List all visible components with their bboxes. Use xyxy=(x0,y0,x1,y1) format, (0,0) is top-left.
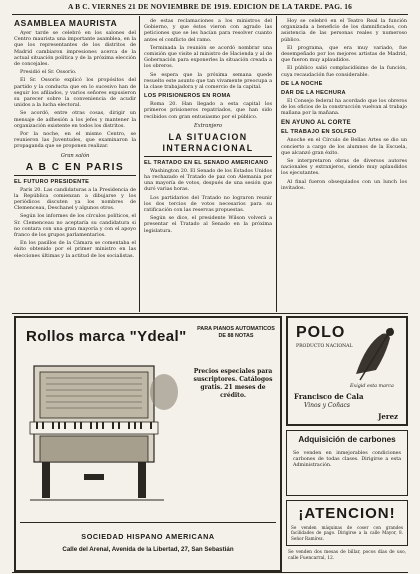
carbones-ad xyxy=(286,430,408,496)
rollos-ydeal-ad xyxy=(14,316,282,572)
polo-city: Jerez xyxy=(378,412,398,421)
article-paragraph: Según se dice, el presidente Wilson volverá a presentar el Tratado al Senado en la próxima legislatura. xyxy=(144,215,272,234)
polo-ad xyxy=(286,316,408,426)
polo-side-note: Exigid esta marca xyxy=(350,384,394,389)
article-heading-asamblea: ASAMBLEA MAURISTA xyxy=(14,18,118,28)
column-3 xyxy=(281,18,407,312)
article-paragraph: El programa, que era muy variado, fue desempeñado por los mejores artistas de Madrid, que fueron muy aplaudidos. xyxy=(281,44,407,64)
article-paragraph: Ayer tarde se celebró en los salones del Centro maurista una importante asamblea, en la que los representantes de los distritos de Madrid cambiaron impresiones acerca de la actual situación política y de la próxima elección de concejales. xyxy=(14,30,136,68)
article-paragraph: Anoche en el Círculo de Bellas Artes se dio un concierto a cargo de los alumnos de la Escuela, que alcanzó gran éxito. xyxy=(281,137,407,156)
article-paragraph: Roma 20. Han llegado a esta capital los primeros prisioneros repatriados, que han sido recibidos con gran entusiasmo por el público. xyxy=(144,101,272,120)
article-heading-abc-paris: A B C EN PARIS xyxy=(25,161,125,173)
carbones-text: Se venden en inmejorables condiciones carbones de todas clases. Dirigirse a esta Administración. xyxy=(293,451,401,469)
ad-side-text: PARA PIANOS AUTOMATICOS DE 88 NOTAS xyxy=(197,326,275,339)
ad-body-text: Precios especiales para suscriptores. Catálogos gratis. 21 meses de crédito. xyxy=(193,368,273,399)
section-sign: Gran salón xyxy=(60,152,90,159)
article-paragraph: El público salió complacidísimo de la función, cuya recaudación fue considerable. xyxy=(281,65,407,78)
ad-title-rollos: Rollos marca "Ydeal" xyxy=(26,328,187,345)
atencion-ad xyxy=(286,500,408,546)
section-sign: Extranjero xyxy=(194,122,222,129)
article-paragraph: Hoy se celebró en el Teatro Real la función organizada a beneficio de los damnificados, con asistencia de las personas reales y numeroso público. xyxy=(281,18,407,43)
column-divider-1 xyxy=(139,16,140,312)
article-paragraph: Washington 20. El Senado de los Estados Unidos ha rechazado el Tratado de paz con Alemania por una mayoría de votos, después de una sesión que duró varias horas. xyxy=(144,167,272,193)
polo-player-illustration xyxy=(346,324,400,384)
article-subhead: EL TRATADO EN EL SENADO AMERICANO xyxy=(144,159,269,166)
column-divider-2 xyxy=(276,16,277,312)
article-subhead: EL FUTURO PRESIDENTE xyxy=(14,178,90,185)
ad-inner-rule xyxy=(20,522,276,523)
page-masthead: A B C. VIERNES 21 DE NOVIEMBRE DE 1919. EDICION DE LA TARDE. PAG. 16 xyxy=(67,2,353,11)
article-paragraph: Presidió el Sr. Ossorio. xyxy=(20,69,77,76)
piano-illustration xyxy=(24,352,184,512)
article-subhead: EN AYUNO AL CORTE xyxy=(281,119,351,127)
article-subhead: DAR DE LA HECHURA xyxy=(281,89,346,96)
page-bottom-rule xyxy=(12,572,408,573)
article-paragraph: Se interpretaron obras de diversos autores nacionales y extranjeros, siendo muy aplaudidos los ejecutantes. xyxy=(281,158,407,177)
polo-subtitle: PRODUCTO NACIONAL xyxy=(296,344,353,349)
article-subhead: EL TRABAJO EN SOLFEO xyxy=(281,129,357,136)
atencion-title: ¡ATENCION! xyxy=(298,505,396,522)
column-1 xyxy=(14,18,136,312)
column-2 xyxy=(144,18,272,312)
article-paragraph: Al final fueron obsequiados con un lunch los invitados. xyxy=(281,178,407,191)
article-paragraph: Según los informes de los círculos políticos, el Sr. Clemenceau no aceptaría su candidatura si no contara con una gran mayoría y con el apoyo franco de los grupos parlamentarios. xyxy=(14,213,136,239)
article-paragraph: El Consejo federal ha acordado que los obreros de los oficios de la construcción vuelvan al trabajo mañana por la mañana. xyxy=(281,97,407,117)
article-paragraph: Los partidarios del Tratado no lograron reunir los dos tercios de votos necesarios para su ratificación con las reservas propuestas. xyxy=(144,194,272,214)
article-heading-situacion: LA SITUACION INTERNACIONAL xyxy=(162,131,254,153)
ad-sociedad-address: Calle del Arenal, Avenida de la Libertad, 27, San Sebastián xyxy=(62,546,234,553)
article-paragraph: Se espera que la próxima semana quede resuelto este asunto que tan vivamente preocupa a la clase trabajadora y al comercio de la capital. xyxy=(144,71,272,91)
article-subhead: DE LA NOCHE xyxy=(281,80,323,87)
atencion-text: Se venden máquinas de coser con grandes facilidades de pago. Dirigirse a la calle Mayor, 8. Señor Ramírez. xyxy=(291,525,403,541)
carbones-title: Adquisición de carbones xyxy=(298,435,396,444)
article-paragraph: Se acordó, entre otras cosas, dirigir un mensaje de adhesión a los jefes y mantener la organización existente en todos los distritos. xyxy=(14,110,136,129)
masthead-rule xyxy=(12,14,408,15)
heading-underline xyxy=(14,175,136,176)
article-paragraph: Por la noche, en el mismo Centro, se reunieron las Juventudes, que examinaron la propaganda que se proponen realizar. xyxy=(14,131,136,150)
article-paragraph: En los pasillos de la Cámara se comentaba el éxito obtenido por el primer ministro en las elecciones últimas y la actitud de los socialistas. xyxy=(14,240,136,259)
ads-top-rule xyxy=(12,313,408,314)
article-subhead: LOS PRISIONEROS EN ROMA xyxy=(144,93,231,100)
footer-notice: Se venden dos mesas de billar, pocos días de uso, calle Fuencarral, 12. xyxy=(288,550,406,561)
article-paragraph: París 20. Las candidaturas a la Presidencia de la República comienzan a dibujarse y los periódicos discuten ya los nombres de Clemenceau, Deschanel y algunos otros. xyxy=(14,186,136,212)
polo-title: POLO xyxy=(296,324,346,341)
article-paragraph: de estas reclamaciones a los ministros del Gobierno, y que éstos vieron con agrado las peticiones que se les hacían para resolver cuanto antes el conflicto del ramo. xyxy=(144,18,272,43)
article-paragraph: Terminada la reunión se acordó nombrar una comisión que visite al ministro de Hacienda y al de Gobernación para exponerles la situación creada a los obreros. xyxy=(144,44,272,70)
polo-vendor-line2: Vinos y Coñacs xyxy=(304,402,350,409)
ad-sociedad-name: SOCIEDAD HISPANO AMERICANA xyxy=(81,532,215,541)
polo-vendor: Francisco de Cala xyxy=(294,392,364,401)
article-paragraph: El Sr. Ossorio explicó los propósitos del partido y la conducta que en lo sucesivo han de seguir los afiliados, y varios señores expusieron su parecer sobre la conveniencia de acudir unidos a la lucha electoral. xyxy=(14,77,136,109)
heading-underline xyxy=(144,156,272,157)
